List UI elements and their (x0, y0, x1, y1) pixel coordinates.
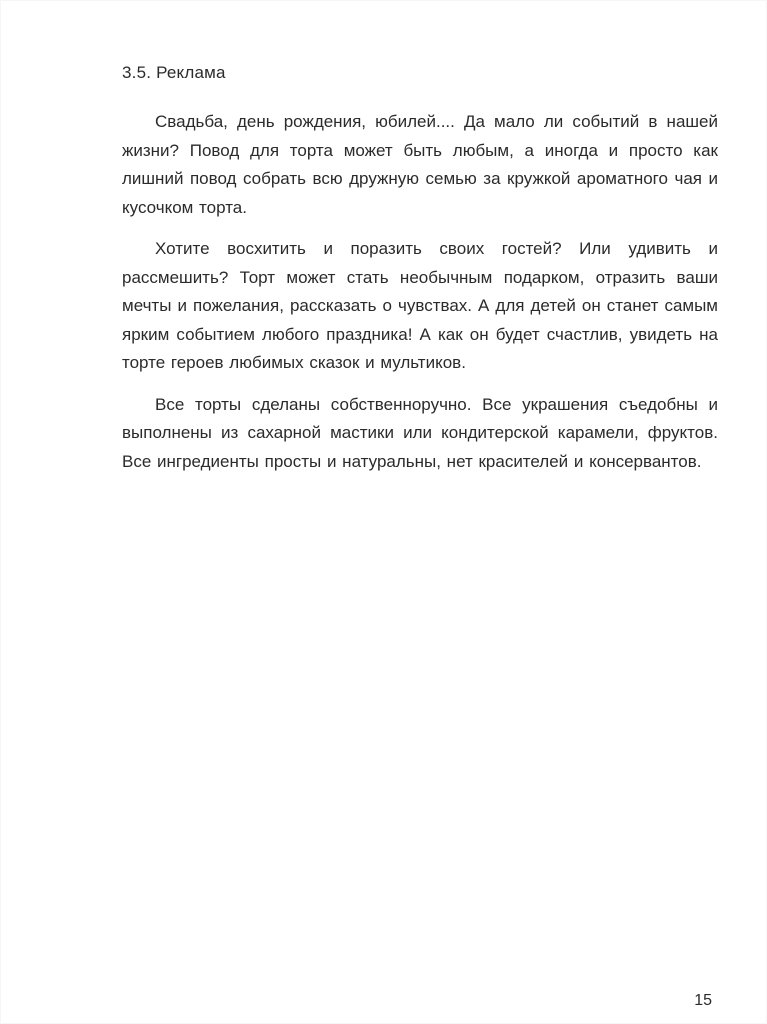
paragraph: Все торты сделаны собственноручно. Все украшения съедобны и выполнены из сахарной мастики или кондитерской карамели, фруктов. Все ингредиенты просты и натуральны, нет красителей и консервантов. (122, 394, 718, 471)
paragraph: Хотите восхитить и поразить своих гостей? Или удивить и рассмешить? Торт может стать необычным подарком, отразить ваши мечты и пожелания, рассказать о чувствах. А для детей он станет самым ярким событием любого праздника! А как он будет счастлив, увидеть на торте героев любимых сказок и мультиков. (122, 239, 718, 372)
section-heading: 3.5. Реклама (122, 63, 226, 82)
text-block (122, 62, 718, 489)
paragraph: Свадьба, день рождения, юбилей.... Да мало ли событий в нашей жизни? Повод для торта может быть любым, а иногда и просто как лишний повод собрать всю дружную семью за кружкой ароматного чая и кусочком торта. (122, 112, 718, 217)
page-number: 15 (694, 992, 712, 1009)
